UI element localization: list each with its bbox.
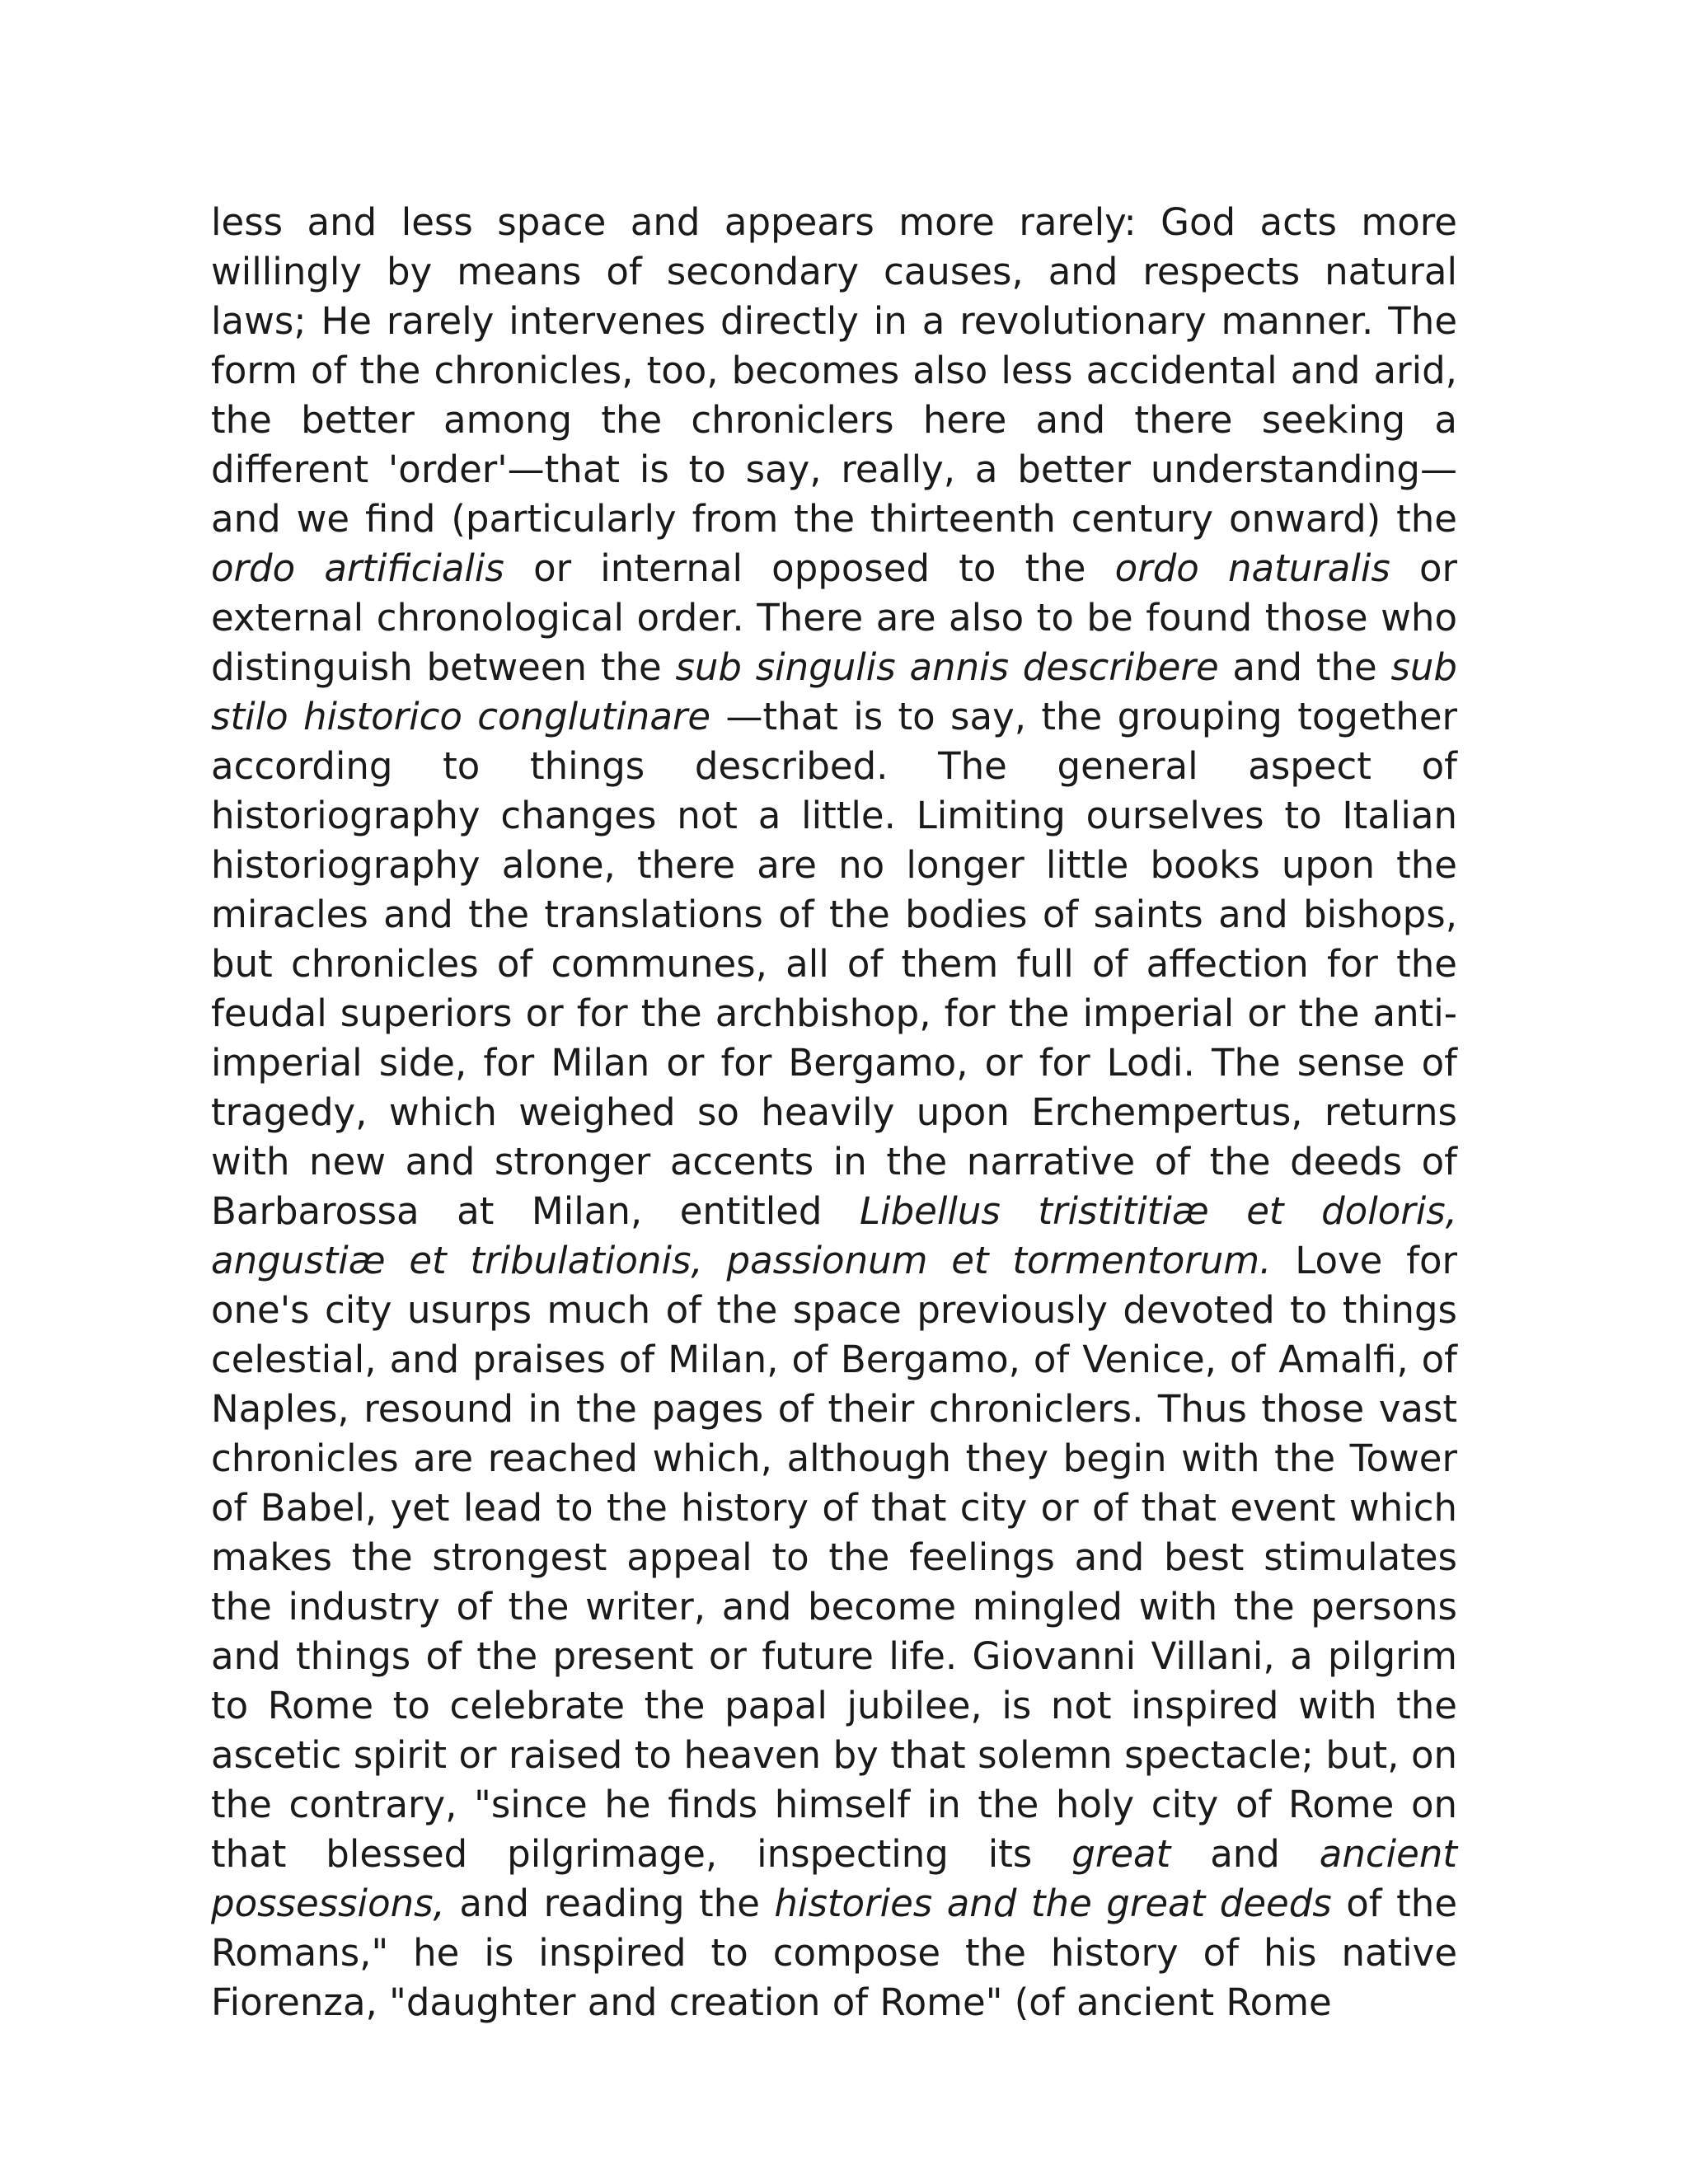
document-page: [211, 198, 1457, 2027]
text-run: and: [1170, 1832, 1320, 1876]
italic-term: ordo artificialis: [211, 546, 504, 590]
italic-term: sub singulis annis describere: [675, 645, 1219, 689]
text-run: and reading the: [444, 1882, 775, 1925]
italic-term: ordo naturalis: [1114, 546, 1390, 590]
italic-term: ancient possessions,: [211, 1832, 1457, 1925]
text-run: Love for one's city usurps much of the space previously devoted to things celestial, and praises of Milan, of Bergamo, of Venice, of Amalfi, of Naples, resound in the pages of their chroniclers. Thus those vast chronicles are reached which, although they begin with the Tower of Babel, yet lead to the history of that city or of that event which makes the strongest appeal to the feelings and best stimulates the industry of the writer, and become mingled with the persons and things of the present or future life. Giovanni Villani, a pilgrim to Rome to celebrate the papal jubilee, is not inspired with the ascetic spirit or raised to heaven by that solemn spectacle; but, on the contrary, "since he finds himself in the holy city of Rome on that blessed pilgrimage, inspecting its: [211, 1239, 1457, 1876]
body-paragraph: [211, 198, 1457, 2027]
italic-term: histories and the great deeds: [774, 1882, 1332, 1925]
italic-title: Libellus tristititiæ et doloris, angustiæ et tribulationis, passionum et tormentorum.: [211, 1189, 1457, 1282]
text-run: or external chronological order. There are also to be found those who distinguish between the: [211, 546, 1457, 689]
text-run: or internal opposed to the: [504, 546, 1115, 590]
text-run: and the: [1218, 645, 1391, 689]
italic-term: great: [1071, 1832, 1171, 1876]
text-run: of the Romans," he is inspired to compose the history of his native Fiorenza, "daughter and creation of Rome" (of ancient Rome: [211, 1882, 1458, 2024]
italic-term: sub stilo historico conglutinare: [211, 645, 1457, 738]
text-run: —that is to say, the grouping together according to things described. The general aspect of historiography changes not a little. Limiting ourselves to Italian historiography alone, there are no longer little books upon the miracles and the translations of the bodies of saints and bishops, but chronicles of communes, all of them full of affection for the feudal superiors or for the archbishop, for the imperial or the anti-imperial side, for Milan or for Bergamo, or for Lodi. The sense of tragedy, which weighed so heavily upon Erchempertus, returns with new and stronger accents in the narrative of the deeds of Barbarossa at Milan, entitled: [211, 695, 1458, 1233]
text-run: less and less space and appears more rarely: God acts more willingly by means of secondary causes, and respects natural laws; He rarely intervenes directly in a revolutionary manner. The form of the chronicles, too, becomes also less accidental and arid, the better among the chroniclers here and there seeking a different 'order'—that is to say, really, a better understanding—and we find (particularly from the thirteenth century onward) the: [211, 200, 1457, 541]
